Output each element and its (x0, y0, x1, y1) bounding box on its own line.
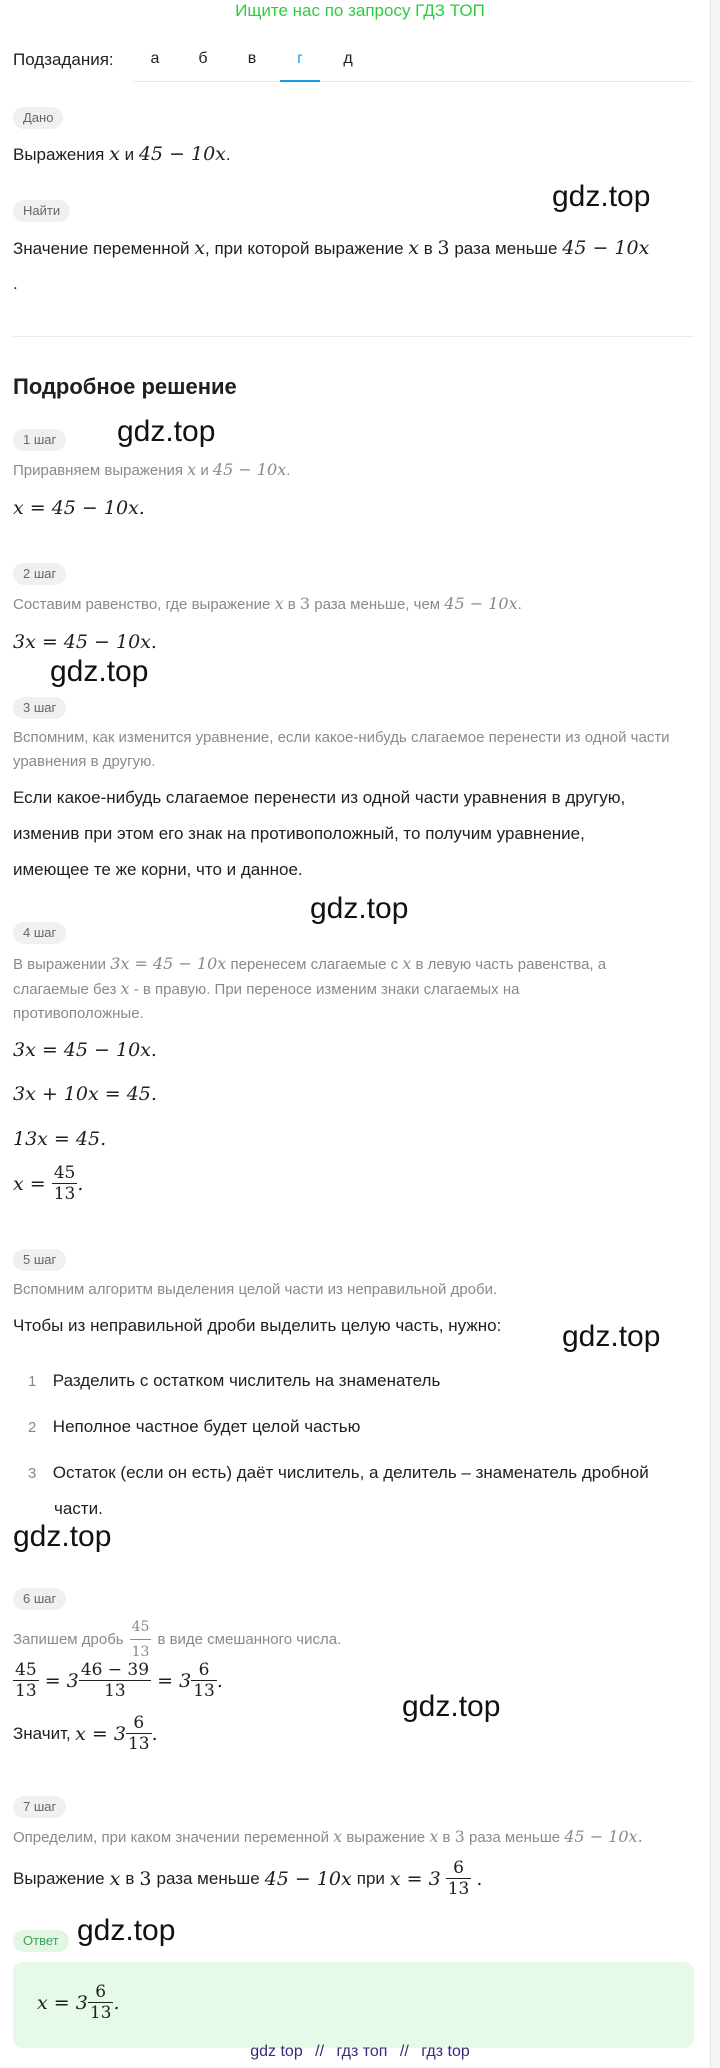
footer-link[interactable]: гдз top (421, 2043, 470, 2060)
watermark: gdz.top (562, 1320, 661, 1353)
watermark: gdz.top (50, 655, 149, 688)
footer-separator: // (315, 2043, 325, 2060)
step-1-desc: Приравняем выражения x и 45 − 10x. (13, 460, 291, 479)
step-4-desc: В выражении 3x = 45 − 10x перенесем слагаемые с x в левую часть равенства, а слагаемые без x - в правую. При переносе изменим знаки слагаемых на противоположные. (13, 954, 607, 1022)
find-dot: . (13, 274, 18, 293)
step-6-conclusion: Значит, x = 3 $\frac{6}{13}$ . (13, 1713, 158, 1754)
subtasks-label: Подзадания: (13, 50, 114, 69)
footer-links (0, 2043, 720, 2061)
list-item: 2 Неполное частное будет целой частью (28, 1417, 361, 1436)
top-banner: Ищите нас по запросу ГДЗ ТОП (235, 1, 485, 20)
step-5-pill: 5 шаг (13, 1249, 66, 1271)
step-2-equation: 3x = 45 − 10x. (13, 631, 157, 653)
step-4-equation-4: x = $\frac{45}{13}$ . (13, 1163, 84, 1204)
tab-a[interactable]: а (150, 50, 160, 67)
list-item: 3 Остаток (если он есть) даёт числитель, а делитель – знаменатель дробной (28, 1463, 649, 1482)
watermark: gdz.top (310, 892, 409, 925)
list-item-continued: части. (54, 1499, 103, 1518)
solution-title: Подробное решение (13, 374, 237, 399)
tab-b[interactable]: б (198, 50, 208, 67)
step-2-pill: 2 шаг (13, 563, 66, 585)
step-6-equation: $\frac{45}{13}$ = 3 $\frac{46 - 39}{13}$ = 3 $\frac{6}{13}$ . (15, 1660, 223, 1701)
find-text: Значение переменной x, при которой выражение x в 3 раза меньше 45 − 10x (13, 237, 650, 259)
find-pill: Найти (13, 200, 70, 222)
step-7-desc: Определим, при каком значении переменной x выражение x в 3 раза меньше 45 − 10x. (13, 1827, 643, 1846)
step-5-desc: Вспомним алгоритм выделения целой части из неправильной дроби. (13, 1281, 498, 1298)
step-3-line-2: изменив при этом его знак на противоположный, то получим уравнение, (13, 824, 585, 843)
step-5-intro: Чтобы из неправильной дроби выделить целую часть, нужно: (13, 1316, 502, 1335)
step-3-desc: Вспомним, как изменится уравнение, если какое-нибудь слагаемое перенести из одной части уравнения в другую. (13, 729, 670, 770)
section-divider (13, 336, 694, 337)
watermark: gdz.top (77, 1914, 176, 1947)
watermark: gdz.top (552, 180, 651, 213)
step-3-line-1: Если какое-нибудь слагаемое перенести из одной части уравнения в другую, (13, 788, 626, 807)
given-text: Выражения x и 45 − 10x. (13, 143, 231, 165)
answer-pill: Ответ (13, 1930, 69, 1952)
footer-separator: // (399, 2043, 409, 2060)
step-7-result: Выражение x в 3 раза меньше 45 − 10x при x = 3 $\frac{6}{13}$ . (13, 1858, 483, 1899)
step-3-line-3: имеющее те же корни, что и данное. (13, 860, 303, 879)
step-4-equation-1: 3x = 45 − 10x. (13, 1039, 157, 1061)
step-4-equation-3: 13x = 45. (13, 1128, 107, 1150)
watermark: gdz.top (13, 1520, 112, 1553)
footer-link[interactable]: gdz top (250, 2043, 303, 2060)
watermark: gdz.top (402, 1690, 501, 1723)
watermark: gdz.top (117, 415, 216, 448)
tab-v[interactable]: в (247, 50, 257, 67)
step-6-pill: 6 шаг (13, 1588, 66, 1610)
tabs-divider (133, 81, 693, 82)
step-1-equation: x = 45 − 10x. (13, 497, 145, 519)
footer-link[interactable]: гдз топ (336, 2043, 388, 2060)
step-7-pill: 7 шаг (13, 1796, 66, 1818)
given-pill: Дано (13, 107, 63, 129)
tab-g[interactable]: г (297, 50, 303, 67)
active-tab-indicator (280, 80, 320, 82)
step-6-desc: Запишем дробь $\frac{45}{13}$ в виде смешанного числа. (13, 1615, 341, 1664)
step-3-pill: 3 шаг (13, 697, 66, 719)
vertical-scrollbar[interactable] (710, 0, 720, 2068)
step-4-pill: 4 шаг (13, 922, 66, 944)
step-1-pill: 1 шаг (13, 429, 66, 451)
tab-d[interactable]: д (343, 50, 353, 67)
step-4-equation-2: 3x + 10x = 45. (13, 1083, 157, 1105)
answer-equation: x = 3 $\frac{6}{13}$ . (37, 1982, 120, 2023)
step-2-desc: Составим равенство, где выражение x в 3 раза меньше, чем 45 − 10x. (13, 594, 522, 613)
list-item: 1 Разделить с остатком числитель на знаменатель (28, 1371, 441, 1390)
